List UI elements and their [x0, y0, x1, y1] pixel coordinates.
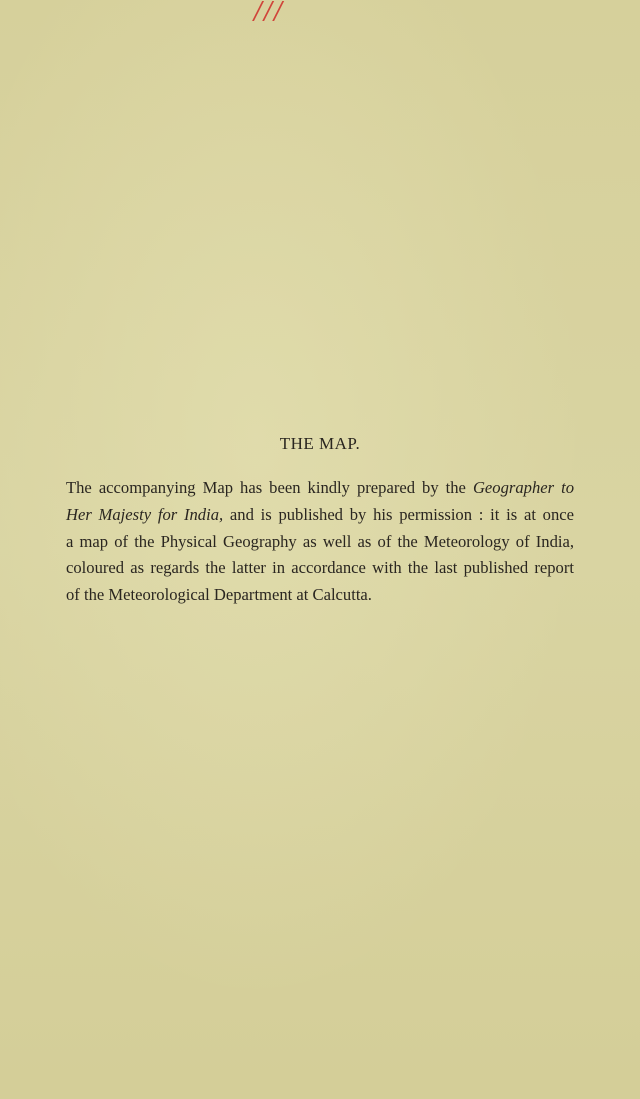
paragraph-line-3: a map of the Physical Geography as well as of the Meteorology of India, — [66, 531, 574, 551]
paragraph-line-5: of the Meteorological Department at Calcutta. — [66, 585, 372, 605]
body-paragraph — [66, 475, 574, 609]
paragraph-text: and is published by his permission : it is at once — [223, 504, 575, 524]
paragraph-line-2 — [66, 502, 574, 529]
paragraph-italic-text: Geographer to — [472, 478, 574, 497]
paragraph-italic-text: Her Majesty for India, — [66, 504, 224, 524]
page-heading: THE MAP. — [279, 434, 361, 453]
paragraph-text: The accompanying Map has been kindly prepared by the — [66, 478, 473, 497]
handwritten-shelf-mark: /// — [254, 0, 285, 25]
paragraph-line-1 — [66, 475, 574, 502]
paragraph-line-4: coloured as regards the latter in accordance with the last published report — [66, 558, 574, 578]
